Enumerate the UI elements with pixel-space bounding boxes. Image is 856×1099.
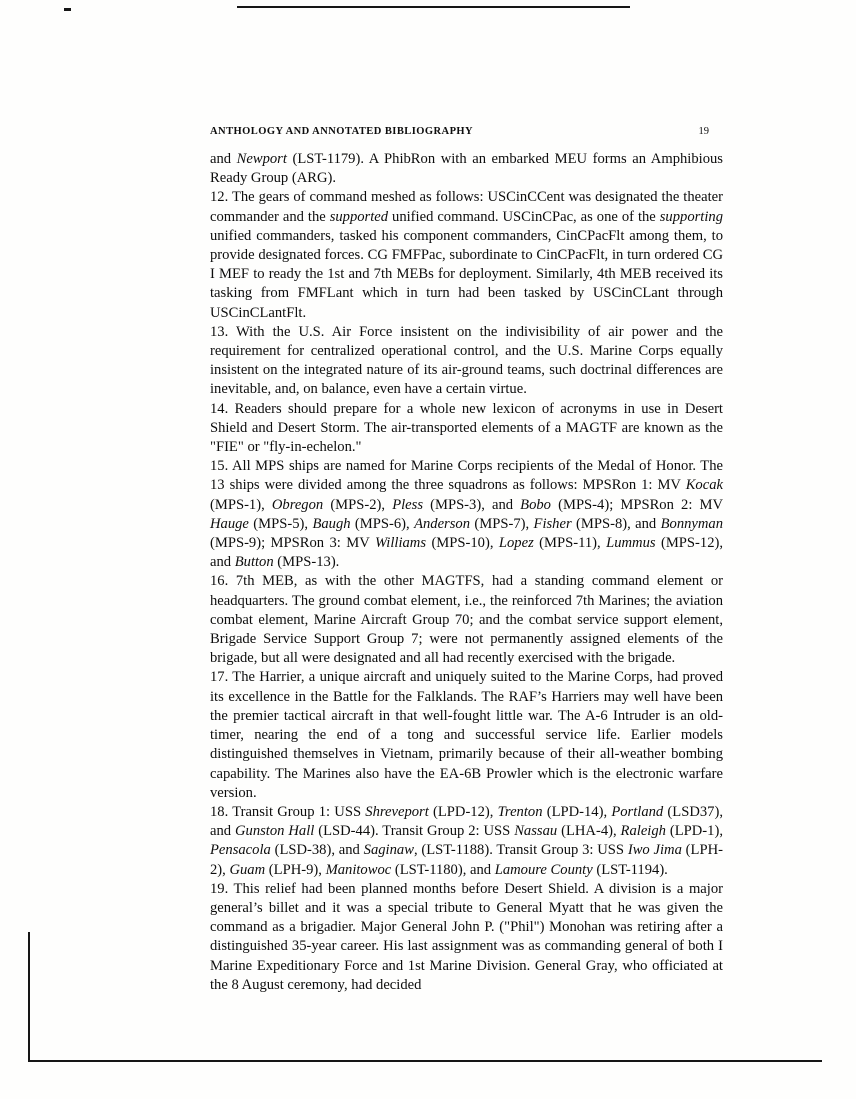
italic-text-run: Button [234, 554, 274, 571]
text-run: (MPS-10), [426, 535, 499, 552]
italic-text-run: supporting [659, 208, 723, 225]
italic-text-run: Saginaw [363, 842, 414, 859]
paragraph [210, 150, 723, 188]
italic-text-run: Shreveport [365, 803, 429, 820]
scan-artifact-top-line [237, 6, 630, 8]
italic-text-run: Pless [392, 496, 423, 513]
scan-artifact-top-tick [64, 8, 71, 11]
text-run: (LSD-38), and [270, 842, 364, 859]
paragraph [210, 803, 723, 880]
paragraph [210, 572, 723, 668]
italic-text-run: Lopez [498, 535, 534, 552]
text-run: (LST-1180), and [391, 861, 495, 878]
paragraph [210, 457, 723, 572]
text-run: (MPS-8), and [571, 515, 661, 532]
italic-text-run: Fisher [533, 515, 572, 532]
paragraph [210, 400, 723, 458]
italic-text-run: Pensacola [210, 842, 271, 859]
text-run: and [210, 151, 237, 167]
paragraph [210, 668, 723, 802]
page-content [210, 126, 723, 995]
text-run: 14. Readers should prepare for a whole new lexicon of acronyms in use in Desert Shield and Desert Storm. The air-transported elements of a MAGTF are known as the "FIE" or "fly-in-echelon." [210, 400, 723, 456]
italic-text-run: Williams [374, 535, 427, 552]
italic-text-run: Baugh [312, 515, 351, 532]
text-run: 16. 7th MEB, as with the other MAGTFS, had a standing command element or headquarters. The ground combat element, i.e., the reinforced 7th Marines; the aviation combat element, Marine Aircraft Group 70; and the combat service support element, Brigade Service Support Group 7; were not permanently assigned elements of the brigade, but all were designated and all had recently exercised with the brigade. [210, 573, 723, 667]
italic-text-run: Guam [229, 861, 266, 878]
text-run: (LST-1179). A PhibRon with an embarked MEU forms an Amphibious Ready Group (ARG). [210, 151, 723, 187]
italic-text-run: Gunston Hall [235, 823, 315, 840]
text-run: unified command. USCinCPac, as one of the [388, 208, 660, 225]
text-run: unified commanders, tasked his component commanders, CinCPacFlt among them, to provide designated forces. CG FMFPac, subordinate to CinCPacFlt, in turn ordered CG I MEF to ready the 1st and 7th MEBs for deployment. Similarly, 4th MEB received its tasking from FMFLant which in turn had been tasked by USCinCLant through USCinCLantFlt. [210, 227, 723, 321]
text-run: (LSD-44). Transit Group 2: USS [314, 823, 515, 840]
text-run: (LPD-14), [542, 803, 612, 820]
text-run: (LHA-4), [557, 823, 621, 840]
scan-artifact-bottom-line [30, 1060, 822, 1062]
text-run: (MPS-7), [470, 515, 534, 532]
paragraph [210, 323, 723, 400]
italic-text-run: Raleigh [620, 823, 666, 840]
scan-artifact-left-line [28, 932, 30, 1062]
text-run: (MPS-6), [350, 515, 415, 532]
text-run: 19. This relief had been planned months before Desert Shield. A division is a major general’s billet and it was a special tribute to General Myatt that he was given the command as a brigadier. Major General John P. ("Phil") Monohan was retiring after a distinguished 35-year career. His last assignment was as commanding general of both I Marine Expeditionary Force and 1st Marine Division. General Gray, who officiated at the 8 August ceremony, had decided [210, 880, 723, 993]
italic-text-run: Anderson [414, 515, 471, 532]
text-run: 15. All MPS ships are named for Marine Corps recipients of the Medal of Honor. The 13 ships were divided among the three squadrons as follows: MPSRon 1: MV [210, 458, 723, 494]
italic-text-run: Lummus [606, 535, 656, 552]
text-run: (LPH-2), [210, 842, 723, 878]
text-run: (LSD37), and [210, 803, 723, 840]
italic-text-run: Portland [611, 803, 664, 820]
text-run: 12. The gears of command meshed as follows: USCinCCent was designated the theater commander and the [210, 189, 723, 225]
text-run: 18. Transit Group 1: USS [210, 803, 366, 820]
paragraph [210, 880, 723, 995]
running-header-title: ANTHOLOGY AND ANNOTATED BIBLIOGRAPHY [210, 126, 474, 137]
text-run: 13. With the U.S. Air Force insistent on the indivisibility of air power and the requirement for centralized operational control, and the U.S. Marine Corps equally insistent on the integrated nature of its air-ground teams, such doctrinal differences are inevitable, and, on balance, even have a certain virtue. [210, 323, 723, 398]
text-run: (LPH-9), [265, 861, 326, 878]
italic-text-run: Nassau [514, 823, 558, 840]
italic-text-run: Obregon [271, 496, 324, 513]
text-run: (LPD-12), [428, 803, 498, 820]
text-run: (MPS-13). [273, 554, 340, 571]
running-header [210, 126, 723, 137]
paragraph [210, 188, 723, 322]
text-run: (MPS-4); MPSRon 2: MV [550, 496, 724, 513]
text-run: (MPS-2), [323, 496, 393, 513]
text-run: (MPS-5), [248, 515, 313, 532]
italic-text-run: supported [329, 208, 389, 225]
page-number: 19 [698, 126, 709, 137]
text-run: (MPS-12), and [210, 535, 724, 571]
italic-text-run: Newport [236, 151, 287, 167]
italic-text-run: Bobo [520, 496, 551, 513]
text-run: (MPS-11), [533, 535, 607, 552]
text-run: , (LST-1188). Transit Group 3: USS [413, 842, 628, 859]
text-run: (MPS-3), and [423, 496, 521, 513]
text-run: (MPS-1), [210, 496, 272, 513]
page-body [210, 150, 723, 995]
italic-text-run: Trenton [497, 803, 543, 820]
italic-text-run: Iwo Jima [627, 842, 682, 859]
italic-text-run: Hauge [210, 515, 249, 532]
text-run: (MPS-9); MPSRon 3: MV [210, 535, 375, 552]
italic-text-run: Kocak [685, 477, 723, 494]
italic-text-run: Lamoure County [494, 861, 593, 878]
text-run: (LST-1194). [592, 861, 668, 878]
text-run: 17. The Harrier, a unique aircraft and uniquely suited to the Marine Corps, had proved its excellence in the Battle for the Falklands. The RAF’s Harriers may well have been the premier tactical aircraft in that well-fought little war. The A-6 Intruder is an old-timer, nearing the end of a tong and successful service life. Earlier models distinguished themselves in Vietnam, primarily because of their all-weather bombing capability. The Marines also have the EA-6B Prowler which is the electronic warfare version. [210, 669, 723, 801]
italic-text-run: Bonnyman [660, 515, 724, 532]
text-run: (LPD-1), [665, 823, 723, 840]
italic-text-run: Manitowoc [325, 861, 392, 878]
